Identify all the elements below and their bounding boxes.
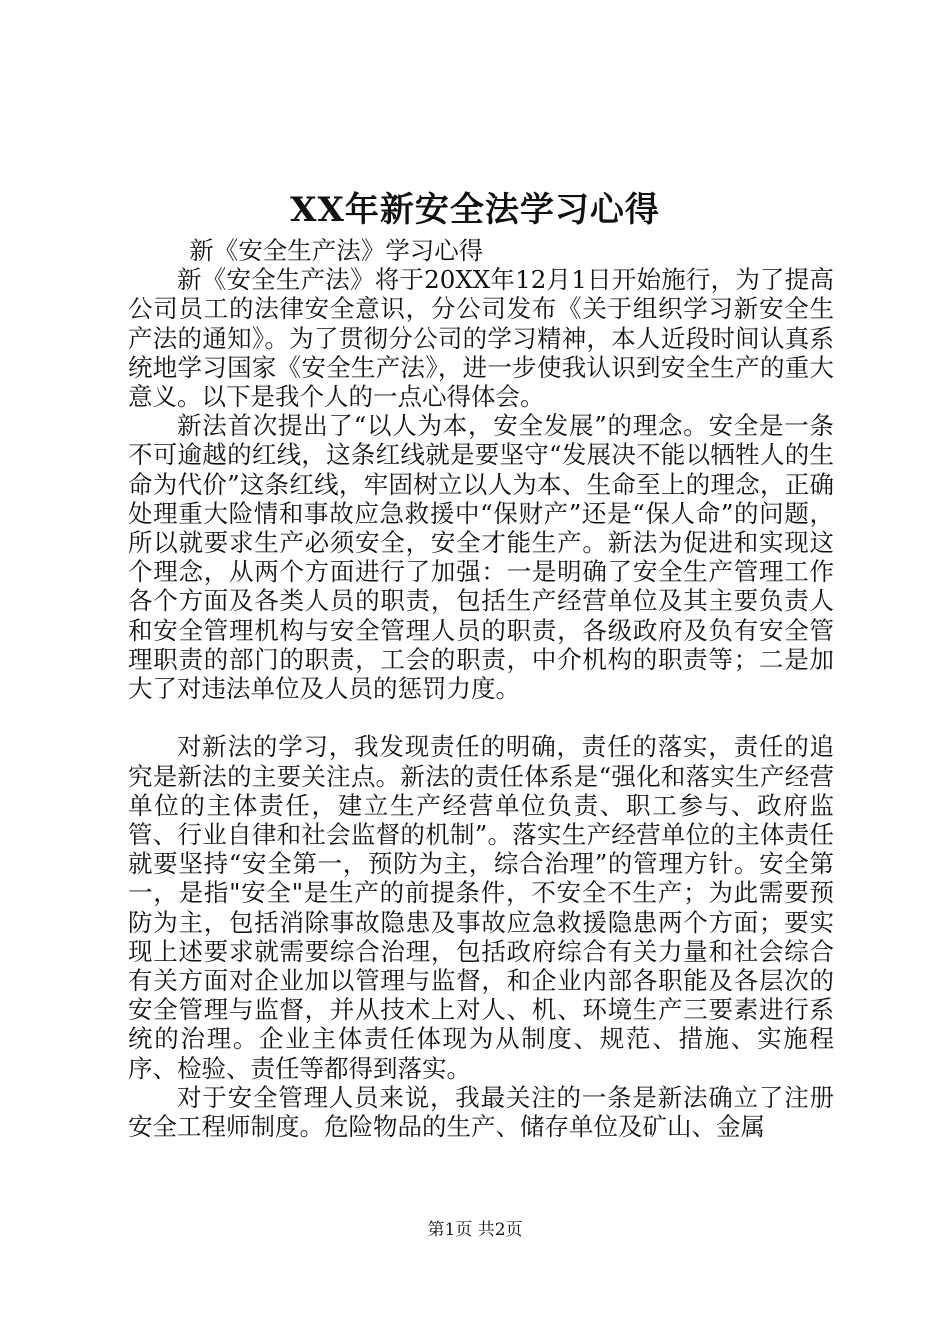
- document-title: XX年新安全法学习心得: [290, 190, 660, 230]
- paragraph-principle: 新法首次提出了“以人为本，安全发展”的理念。安全是一条不可逾越的红线，这条红线就是要坚守“发展决不能以牺牲人的生命为代价”这条红线，牢固树立以人为本、生命至上的理念，正确处理重大险情和事故应急救援中“保财产”还是“保人命”的问题，所以就要求生产必须安全，安全才能生产。新法为促进和实现这个理念，从两个方面进行了加强：一是明确了安全生产管理工作各个方面及各类人员的职责，包括生产经营单位及其主要负责人和安全管理机构与安全管理人员的职责，各级政府及负有安全管理职责的部门的职责，工会的职责，中介机构的职责等；二是加大了对违法单位及人员的惩罚力度。: [128, 411, 834, 704]
- page-footer: 第1页 共2页: [427, 1220, 523, 1240]
- paragraph-gap: [128, 703, 834, 732]
- paragraph-engineer: 对于安全管理人员来说，我最关注的一条是新法确立了注册安全工程师制度。危险物品的生产、储存单位及矿山、金属: [128, 1082, 834, 1142]
- document-subtitle: 新《安全生产法》学习心得: [189, 236, 484, 265]
- paragraph-responsibility: 对新法的学习，我发现责任的明确，责任的落实，责任的追究是新法的主要关注点。新法的责任体系是“强化和落实生产经营单位的主体责任，建立生产经营单位负责、职工参与、政府监管、行业自律和社会监督的机制”。落实生产经营单位的主体责任就要坚持“安全第一，预防为主，综合治理”的管理方针。安全第一，是指"安全"是生产的前提条件，不安全不生产；为此需要预防为主，包括消除事故隐患及事故应急救援隐患两个方面；要实现上述要求就需要综合治理，包括政府综合有关力量和社会综合有关方面对企业加以管理与监督，和企业内部各职能及各层次的安全管理与监督，并从技术上对人、机、环境生产三要素进行系统的治理。企业主体责任体现为从制度、规范、措施、实施程序、检验、责任等都得到落实。: [128, 732, 834, 1083]
- document-body: [128, 236, 834, 1141]
- paragraph-intro: 新《安全生产法》将于20XX年12月1日开始施行，为了提高公司员工的法律安全意识，分公司发布《关于组织学习新安全生产法的通知》。为了贯彻分公司的学习精神，本人近段时间认真系统地学习国家《安全生产法》，进一步使我认识到安全生产的重大意义。以下是我个人的一点心得体会。: [128, 265, 834, 412]
